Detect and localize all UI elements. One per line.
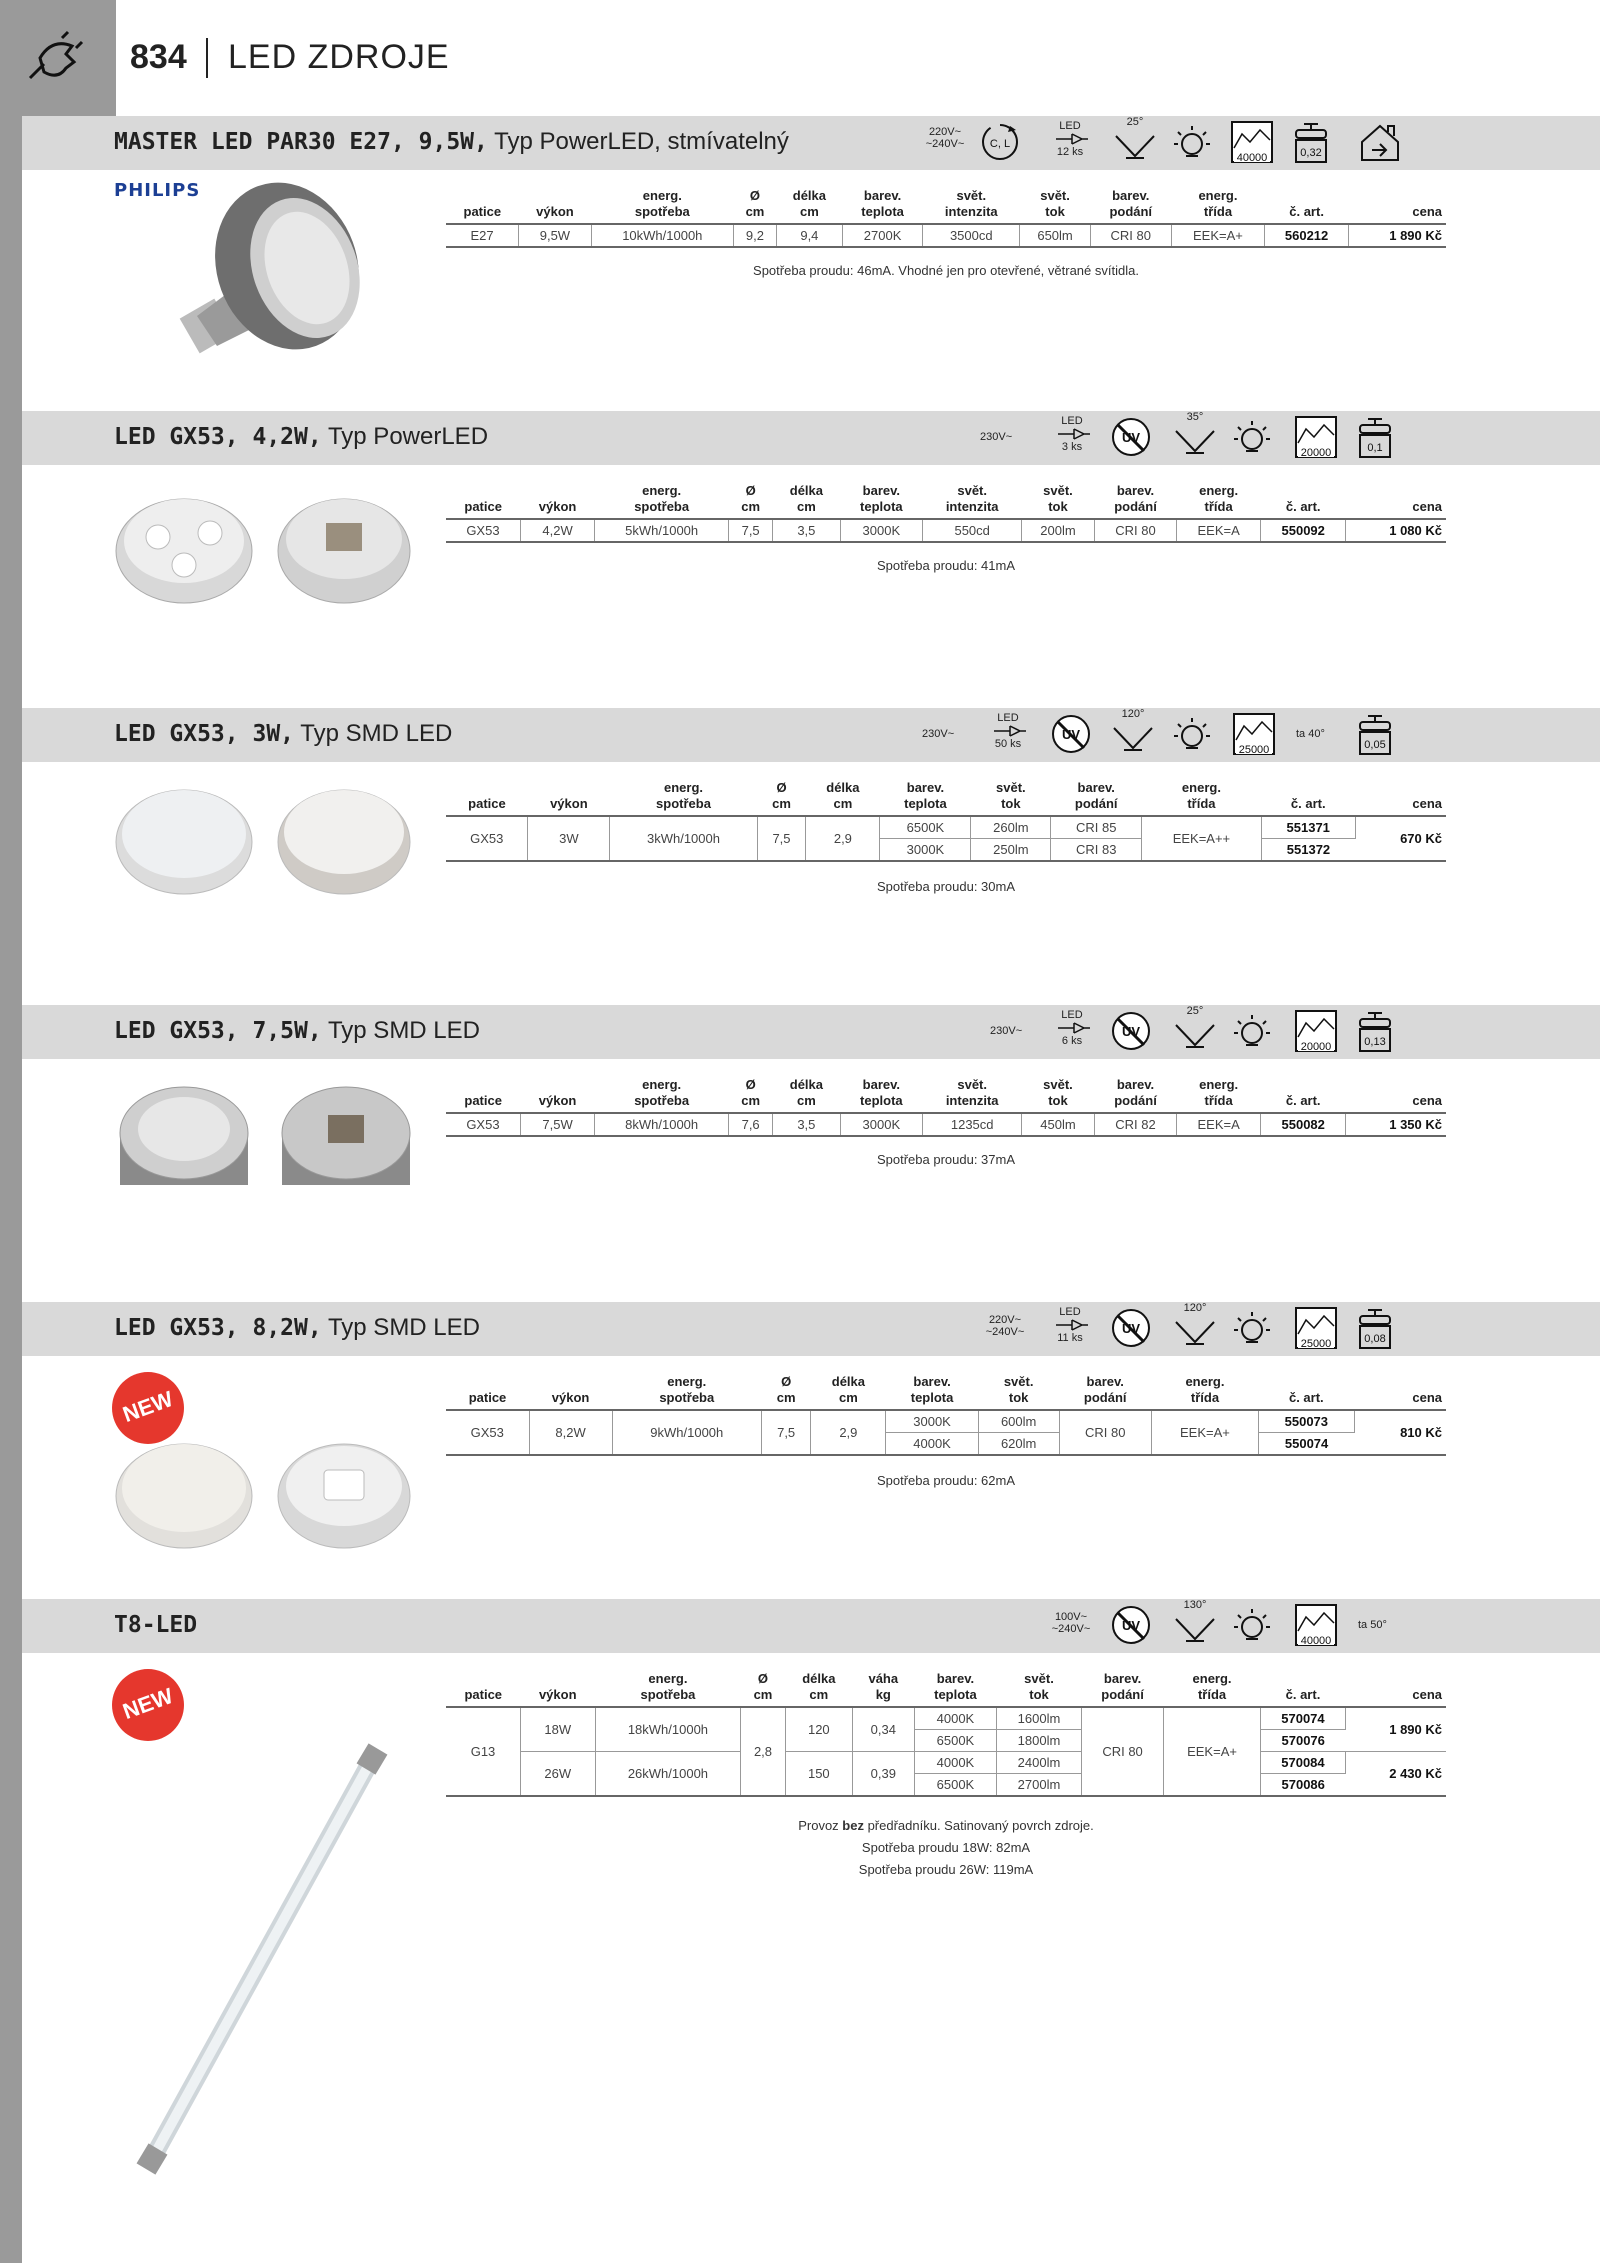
svg-text:UV: UV bbox=[1121, 1321, 1141, 1336]
table-row: E27 9,5W 10kWh/1000h 9,2 9,4 2700K 3500cd 650lm CRI 80 EEK=A+ 560212 1 890 Kč bbox=[446, 224, 1446, 247]
col-tok: svět. tok bbox=[1020, 186, 1091, 224]
spec-table: patice výkon energ. spotřeba Ø cm délka cm barev. teplota svět. tok barev. podání energ. třída č. art. cena GX53 3W 3kWh/1000h 7,5 2,9 6500K 260lm CRI 85 EEK=A++ 551371 670 Kč 3000K 250lm CRI 83 551372 bbox=[446, 778, 1446, 862]
svg-text:20000: 20000 bbox=[1300, 447, 1332, 459]
lifetime-icon bbox=[1294, 415, 1338, 459]
section-note: Spotřeba proudu: 30mA bbox=[876, 879, 1016, 894]
table-row: 4000K 620lm 550074 bbox=[446, 1433, 1446, 1456]
led-label: LED bbox=[1059, 120, 1081, 132]
svg-text:20000: 20000 bbox=[1300, 1041, 1332, 1053]
product-section-par30 bbox=[22, 116, 1600, 406]
weight-value: 0,32 bbox=[1300, 147, 1322, 159]
no-uv-icon bbox=[1110, 1603, 1152, 1647]
weight-icon bbox=[1358, 1009, 1392, 1053]
title-type: Typ PowerLED bbox=[321, 423, 489, 450]
svg-text:UV: UV bbox=[1121, 1618, 1141, 1633]
section-title: LED GX53, 3W, Typ SMD LED bbox=[114, 720, 453, 747]
voltage-label: 100V~ ~240V~ bbox=[1051, 1611, 1091, 1635]
bulb-icon bbox=[1172, 714, 1212, 754]
section-note: Provoz bez předřadníku. Satinovaný povrch zdroje. bbox=[798, 1818, 1094, 1833]
dim-label: C, L bbox=[989, 138, 1011, 150]
bulb-icon bbox=[1232, 1011, 1272, 1051]
led-count-icon: LED 50 ks bbox=[988, 712, 1028, 750]
led-count-icon bbox=[1050, 120, 1090, 158]
weight-icon bbox=[1294, 120, 1328, 164]
table-row: GX53 4,2W 5kWh/1000h 7,5 3,5 3000K 550cd 200lm CRI 80 EEK=A 550092 1 080 Kč bbox=[446, 519, 1446, 542]
weight-icon bbox=[1358, 1306, 1392, 1350]
lifetime-hours: 40000 bbox=[1236, 152, 1268, 164]
product-section-gx53-75w bbox=[22, 1005, 1600, 1295]
svg-text:UV: UV bbox=[1121, 1024, 1141, 1039]
svg-text:40000: 40000 bbox=[1300, 1635, 1332, 1647]
product-image-gx53 bbox=[114, 481, 434, 611]
section-note: Spotřeba proudu: 62mA bbox=[876, 1473, 1016, 1488]
section-note: Spotřeba proudu 18W: 82mA bbox=[861, 1840, 1031, 1855]
section-note: Spotřeba proudu 26W: 119mA bbox=[858, 1862, 1034, 1877]
svg-text:UV: UV bbox=[1061, 727, 1081, 742]
table-row: GX53 7,5W 8kWh/1000h 7,6 3,5 3000K 1235cd 450lm CRI 82 EEK=A 550082 1 350 Kč bbox=[446, 1113, 1446, 1136]
weight-icon bbox=[1358, 712, 1392, 756]
table-row: G13 18W 18kWh/1000h 2,8 120 0,34 4000K 1600lm CRI 80 EEK=A+ 570074 1 890 Kč bbox=[446, 1707, 1446, 1730]
no-uv-icon bbox=[1110, 415, 1152, 459]
title-model: LED GX53, 4,2W, bbox=[114, 424, 322, 450]
page-title: LED ZDROJE bbox=[228, 38, 450, 76]
product-image-gx53-smd bbox=[114, 778, 434, 908]
voltage-label: 230V~ bbox=[922, 728, 955, 740]
table-row: GX53 8,2W 9kWh/1000h 7,5 2,9 3000K 600lm CRI 80 EEK=A+ 550073 810 Kč bbox=[446, 1410, 1446, 1433]
led-count-icon: LED 6 ks bbox=[1052, 1009, 1092, 1047]
section-note: Spotřeba proudu: 46mA. Vhodné jen pro otevřené, větrané svítidla. bbox=[753, 263, 1139, 278]
table-row: GX53 3W 3kWh/1000h 7,5 2,9 6500K 260lm CRI 85 EEK=A++ 551371 670 Kč bbox=[446, 816, 1446, 839]
page-number: 834 bbox=[130, 38, 187, 76]
section-note: Spotřeba proudu: 41mA bbox=[876, 558, 1016, 573]
col-delka: délka cm bbox=[777, 186, 843, 224]
beam-angle-icon: 25° bbox=[1172, 1005, 1218, 1051]
section-title: T8-LED bbox=[114, 1612, 198, 1638]
col-intenzita: svět. intenzita bbox=[923, 186, 1020, 224]
section-title bbox=[114, 423, 488, 451]
header-tab bbox=[0, 0, 116, 116]
lifetime-icon bbox=[1232, 712, 1276, 756]
svg-text:0,05: 0,05 bbox=[1364, 739, 1386, 751]
table-row: 3000K 250lm CRI 83 551372 bbox=[446, 839, 1446, 862]
weight-icon bbox=[1358, 415, 1392, 459]
spec-table: patice výkon energ. spotřeba Ø cm délka cm váha kg barev. teplota svět. tok barev. podání energ. třída č. art. cena G13 18W 18kWh/1000h 2,8 120 0,34 4000K 1600lm CRI 80 EEK=A+ 570074 1 890 Kč 6500K 1800lm 570076 26W 26kWh/1000h 150 0,39 4000K 2400lm 570084 2 430 Kč 6500K 2700lm 570086 bbox=[446, 1669, 1446, 1797]
svg-text:0,08: 0,08 bbox=[1364, 1333, 1386, 1345]
table-row: 6500K 2700lm 570086 bbox=[446, 1774, 1446, 1797]
led-count-icon: LED 11 ks bbox=[1050, 1306, 1090, 1344]
beam-angle-icon: 120° bbox=[1172, 1302, 1218, 1348]
plug-icon bbox=[22, 28, 86, 88]
bulb-icon bbox=[1172, 122, 1212, 162]
voltage-label: 230V~ bbox=[980, 431, 1013, 443]
product-image-gx53-75w bbox=[114, 1075, 434, 1205]
svg-text:UV: UV bbox=[1121, 430, 1141, 445]
lifetime-icon bbox=[1294, 1306, 1338, 1350]
section-note: Spotřeba proudu: 37mA bbox=[876, 1152, 1016, 1167]
spec-table bbox=[446, 186, 1446, 248]
title-model: MASTER LED PAR30 E27, 9,5W, bbox=[114, 129, 488, 155]
section-title: LED GX53, 8,2W, Typ SMD LED bbox=[114, 1314, 480, 1341]
section-title bbox=[114, 128, 789, 156]
product-section-t8 bbox=[22, 1599, 1600, 2263]
spec-table: patice výkon energ. spotřeba Ø cm délka cm barev. teplota svět. intenzita svět. tok barev. podání energ. třída č. art. cena GX53 7,5W 8kWh/1000h 7,6 3,5 3000K 1235cd 450lm CRI 82 EEK=A 550082 1 350 Kč bbox=[446, 1075, 1446, 1137]
voltage-label: 220V~ ~240V~ bbox=[925, 126, 965, 150]
col-podani: barev. podání bbox=[1090, 186, 1171, 224]
col-cena: cena bbox=[1348, 186, 1446, 224]
bulb-icon bbox=[1232, 1308, 1272, 1348]
col-prumer: Ø cm bbox=[733, 186, 776, 224]
product-image-gx53-82w bbox=[114, 1432, 434, 1562]
new-badge: NEW bbox=[112, 1372, 184, 1444]
svg-text:25000: 25000 bbox=[1238, 744, 1270, 756]
svg-text:0,13: 0,13 bbox=[1364, 1036, 1386, 1048]
ambient-temp-label: ta 50° bbox=[1358, 1619, 1387, 1631]
bulb-icon bbox=[1232, 417, 1272, 457]
beam-angle-icon: 120° bbox=[1110, 708, 1156, 754]
angle-value: 25° bbox=[1126, 116, 1144, 128]
led-count-icon: LED 3 ks bbox=[1052, 415, 1092, 453]
product-image-par30 bbox=[167, 176, 387, 396]
col-vykon: výkon bbox=[519, 186, 592, 224]
no-uv-icon bbox=[1110, 1306, 1152, 1350]
col-spotreba: energ. spotřeba bbox=[591, 186, 733, 224]
col-patice: patice bbox=[446, 186, 519, 224]
product-section-gx53-42w bbox=[22, 411, 1600, 701]
brand-logo: PHILIPS bbox=[114, 180, 201, 201]
lifetime-icon bbox=[1294, 1009, 1338, 1053]
bulb-icon bbox=[1232, 1605, 1272, 1645]
title-type: Typ PowerLED, stmívatelný bbox=[487, 128, 789, 155]
section-title: LED GX53, 7,5W, Typ SMD LED bbox=[114, 1017, 480, 1044]
beam-angle-icon bbox=[1112, 116, 1158, 162]
table-row: 26W 26kWh/1000h 150 0,39 4000K 2400lm 570084 2 430 Kč bbox=[446, 1752, 1446, 1774]
beam-angle-icon: 35° bbox=[1172, 411, 1218, 457]
no-uv-icon bbox=[1050, 712, 1092, 756]
col-art: č. art. bbox=[1265, 186, 1348, 224]
table-row: 6500K 1800lm 570076 bbox=[446, 1730, 1446, 1752]
product-section-gx53-3w bbox=[22, 708, 1600, 998]
col-trida: energ. třída bbox=[1171, 186, 1265, 224]
beam-angle-icon: 130° bbox=[1172, 1599, 1218, 1645]
dimmable-icon bbox=[980, 122, 1020, 162]
voltage-label: 230V~ bbox=[990, 1025, 1023, 1037]
new-badge: NEW bbox=[112, 1669, 184, 1741]
col-teplota: barev. teplota bbox=[842, 186, 923, 224]
product-image-t8-tube bbox=[122, 1739, 422, 2179]
svg-text:0,1: 0,1 bbox=[1367, 442, 1383, 454]
no-uv-icon bbox=[1110, 1009, 1152, 1053]
lifetime-icon bbox=[1294, 1603, 1338, 1647]
sidebar-strip bbox=[0, 0, 22, 2263]
svg-text:25000: 25000 bbox=[1300, 1338, 1332, 1350]
led-count: 12 ks bbox=[1056, 146, 1084, 158]
ambient-temp-label: ta 40° bbox=[1296, 728, 1325, 740]
spec-table: patice výkon energ. spotřeba Ø cm délka cm barev. teplota svět. tok barev. podání energ. třída č. art. cena GX53 8,2W 9kWh/1000h 7,5 2,9 3000K 600lm CRI 80 EEK=A+ 550073 810 Kč 4000K 620lm 550074 bbox=[446, 1372, 1446, 1456]
voltage-label: 220V~ ~240V~ bbox=[985, 1314, 1025, 1338]
lifetime-icon bbox=[1230, 120, 1274, 164]
product-section-gx53-82w bbox=[22, 1302, 1600, 1592]
spec-table: patice výkon energ. spotřeba Ø cm délka cm barev. teplota svět. intenzita svět. tok barev. podání energ. třída č. art. cena GX53 4,2W 5kWh/1000h 7,5 3,5 3000K 550cd 200lm CRI 80 EEK=A 550092 1 080 Kč bbox=[446, 481, 1446, 543]
indoor-icon bbox=[1358, 120, 1402, 164]
header-separator bbox=[206, 38, 208, 78]
